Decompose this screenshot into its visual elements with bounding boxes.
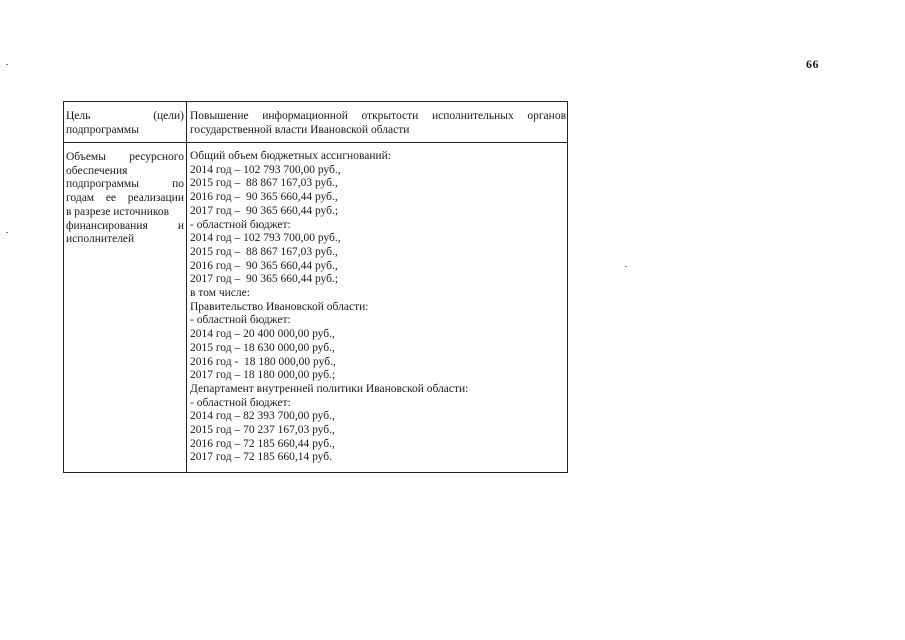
budget-line: 2015 год – 70 237 167,03 руб., — [190, 424, 335, 437]
cell-text-line — [66, 192, 184, 206]
table-row-goal — [64, 102, 567, 143]
budget-line: 2014 год – 20 400 000,00 руб., — [190, 328, 335, 341]
budget-line: Правительство Ивановской области: — [190, 300, 369, 313]
budget-line: - областной бюджет: — [190, 314, 291, 327]
budget-line: 2014 год – 102 793 700,00 руб., — [190, 232, 341, 245]
budget-line: в том числе: — [190, 287, 250, 300]
resources-label-cell — [66, 151, 184, 247]
cell-text-line — [66, 233, 184, 247]
cell-text-line — [66, 151, 184, 165]
cell-word: подпрограммы — [66, 123, 139, 136]
budget-line: 2015 год – 88 867 167,03 руб., — [190, 177, 338, 190]
cell-text-line — [66, 206, 184, 220]
budget-line: Департамент внутренней политики Ивановской области: — [190, 382, 469, 395]
budget-line: 2017 год – 90 365 660,44 руб.; — [190, 273, 339, 286]
cell-word: Цель — [66, 110, 91, 122]
budget-line: 2014 год – 102 793 700,00 руб., — [190, 163, 341, 176]
cell-word: в разрезе источников — [66, 205, 170, 218]
budget-line: - областной бюджет: — [190, 396, 291, 409]
cell-word: финансирования — [66, 219, 148, 232]
cell-word: информационной — [262, 110, 348, 122]
cell-word: открытости — [361, 110, 419, 122]
cell-text-line — [66, 178, 184, 192]
resources-value-cell — [190, 150, 566, 465]
goal-value-cell — [190, 110, 566, 137]
cell-word: Повышение — [190, 110, 249, 122]
scan-speck — [625, 266, 627, 267]
budget-line: 2015 год – 18 630 000,00 руб., — [190, 341, 335, 354]
scan-speck — [6, 64, 8, 65]
cell-text-line — [190, 124, 566, 138]
cell-text-line — [66, 165, 184, 179]
table-row-resources — [64, 143, 567, 472]
cell-word: исполнителей — [66, 233, 135, 246]
budget-line: 2015 год – 88 867 167,03 руб., — [190, 245, 338, 258]
budget-line: 2017 год – 90 365 660,44 руб.; — [190, 204, 339, 217]
cell-word: по — [172, 178, 184, 191]
cell-word: Объемы — [66, 151, 106, 163]
cell-word: обеспечения — [66, 164, 128, 177]
cell-word: (цели) — [153, 110, 184, 122]
scan-speck — [6, 232, 8, 233]
cell-word: и — [177, 219, 184, 232]
budget-line: 2016 год – 90 365 660,44 руб., — [190, 259, 338, 272]
goal-label-cell — [66, 110, 184, 137]
budget-line: 2016 год – 72 185 660,44 руб., — [190, 437, 335, 450]
budget-line: - областной бюджет: — [190, 218, 291, 231]
cell-text-line — [190, 110, 566, 124]
cell-word: подпрограммы — [66, 178, 139, 191]
cell-text-line — [66, 124, 184, 138]
page-number: 66 — [806, 57, 819, 71]
cell-text-line — [66, 110, 184, 124]
subprogram-table — [63, 101, 568, 473]
budget-line: Общий объем бюджетных ассигнований: — [190, 150, 391, 162]
budget-line: 2016 год – 90 365 660,44 руб., — [190, 191, 338, 204]
cell-word: годам — [66, 192, 95, 205]
column-divider — [186, 102, 187, 472]
budget-line: 2014 год – 82 393 700,00 руб., — [190, 410, 335, 423]
cell-word: исполнительных — [431, 110, 514, 122]
budget-line: 2017 год – 72 185 660,14 руб. — [190, 451, 332, 464]
cell-word: реализации — [127, 192, 184, 205]
budget-line: 2017 год – 18 180 000,00 руб.; — [190, 369, 336, 382]
cell-word: ресурсного — [129, 151, 184, 163]
cell-word: органов — [527, 110, 566, 122]
cell-word: государственной власти Ивановской области — [190, 123, 410, 136]
cell-text-line — [66, 220, 184, 234]
cell-word: ее — [105, 192, 117, 205]
budget-line: 2016 год - 18 180 000,00 руб., — [190, 355, 336, 368]
